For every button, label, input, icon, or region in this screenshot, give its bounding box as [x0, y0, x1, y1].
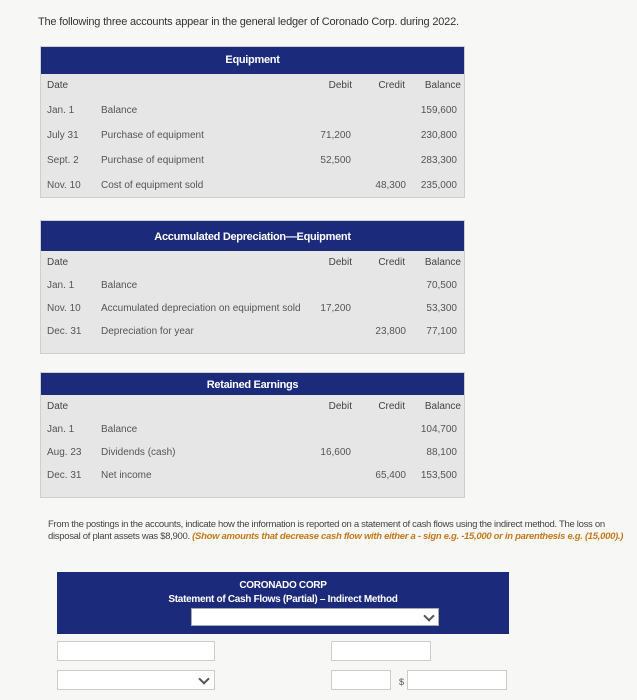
- period-select[interactable]: [191, 608, 439, 626]
- ledger-title: Accumulated Depreciation—Equipment: [41, 221, 464, 251]
- row-description: Dividends (cash): [101, 447, 176, 458]
- table-row: [41, 99, 464, 124]
- row-description: Accumulated depreciation on equipment sold: [101, 303, 301, 314]
- header-date: Date: [47, 80, 69, 91]
- row-balance: 70,500: [426, 280, 457, 291]
- header-debit: Debit: [328, 401, 352, 412]
- row-description: Net income: [101, 470, 152, 481]
- header-debit: Debit: [328, 257, 352, 268]
- table-row: [41, 441, 464, 464]
- row-description: Cost of equipment sold: [101, 180, 204, 191]
- row-date: Nov. 10: [47, 303, 81, 314]
- row-description: Balance: [101, 424, 138, 435]
- row-date: Sept. 2: [47, 155, 79, 166]
- row-date: Jan. 1: [47, 105, 75, 116]
- header-credit: Credit: [378, 401, 405, 412]
- instruction-main: From the postings in the accounts, indicate how the information is reported on a statement of cash flows using the indirect method. The loss on disposal of plant assets was $8,900.: [48, 519, 605, 542]
- row-date: Aug. 23: [47, 447, 82, 458]
- header-credit: Credit: [378, 257, 405, 268]
- table-row: [41, 320, 464, 343]
- ledger-header-row: [41, 251, 464, 274]
- table-row: [41, 274, 464, 297]
- line-item-select-2[interactable]: [57, 670, 215, 690]
- header-date: Date: [47, 401, 69, 412]
- row-balance: 104,700: [420, 424, 457, 435]
- instruction-text: [48, 519, 628, 543]
- row-debit: 17,200: [320, 303, 351, 314]
- row-balance: 159,600: [420, 105, 457, 116]
- table-row: [41, 464, 464, 487]
- statement-header: [57, 572, 509, 634]
- header-debit: Debit: [328, 80, 352, 91]
- intro-text: The following three accounts appear in the general ledger of Coronado Corp. during 2022.: [38, 16, 459, 28]
- row-credit: 65,400: [375, 470, 406, 481]
- row-date: Dec. 31: [47, 326, 82, 337]
- instruction-emphasis: (Show amounts that decrease cash flow with either a - sign e.g. -15,000 or in parenthesis e.g. (15,000).): [192, 531, 624, 542]
- statement-company: CORONADO CORP: [239, 580, 327, 591]
- row-balance: 230,800: [420, 130, 457, 141]
- row-credit: 48,300: [375, 180, 406, 191]
- ledger-title: Equipment: [41, 47, 464, 74]
- row-description: Purchase of equipment: [101, 155, 204, 166]
- table-row: [41, 297, 464, 320]
- row-credit: 23,800: [375, 326, 406, 337]
- retained-earnings-ledger: [40, 372, 465, 498]
- row-date: Jan. 1: [47, 280, 75, 291]
- table-row: [41, 124, 464, 149]
- row-description: Balance: [101, 280, 138, 291]
- row-date: Nov. 10: [47, 180, 81, 191]
- ledger-title: Retained Earnings: [41, 373, 464, 395]
- table-row: [41, 418, 464, 441]
- ledger-header-row: [41, 395, 464, 418]
- header-balance: Balance: [424, 80, 461, 91]
- row-date: July 31: [47, 130, 79, 141]
- total-input[interactable]: [407, 670, 507, 690]
- chevron-down-icon: [423, 610, 434, 621]
- row-debit: 16,600: [320, 447, 351, 458]
- header-balance: Balance: [424, 257, 461, 268]
- chevron-down-icon: [198, 673, 209, 684]
- line-item-select-1[interactable]: [57, 641, 215, 661]
- header-balance: Balance: [424, 401, 461, 412]
- row-date: Jan. 1: [47, 424, 75, 435]
- amount-input-2[interactable]: [331, 670, 391, 690]
- row-balance: 153,500: [420, 470, 457, 481]
- equipment-ledger: [40, 46, 465, 198]
- row-date: Dec. 31: [47, 470, 82, 481]
- row-debit: 71,200: [320, 130, 351, 141]
- dollar-sign: $: [399, 677, 405, 687]
- row-balance: 88,100: [426, 447, 457, 458]
- row-balance: 53,300: [426, 303, 457, 314]
- row-description: Balance: [101, 105, 138, 116]
- row-balance: 235,000: [420, 180, 457, 191]
- row-balance: 77,100: [426, 326, 457, 337]
- statement-title: Statement of Cash Flows (Partial) – Indirect Method: [168, 594, 398, 605]
- header-date: Date: [47, 257, 69, 268]
- amount-input-1[interactable]: [331, 641, 431, 661]
- ledger-header-row: [41, 74, 464, 99]
- row-description: Purchase of equipment: [101, 130, 204, 141]
- row-balance: 283,300: [420, 155, 457, 166]
- table-row: [41, 174, 464, 199]
- table-row: [41, 149, 464, 174]
- row-debit: 52,500: [320, 155, 351, 166]
- accumulated-depreciation-ledger: [40, 220, 465, 354]
- header-credit: Credit: [378, 80, 405, 91]
- row-description: Depreciation for year: [101, 326, 194, 337]
